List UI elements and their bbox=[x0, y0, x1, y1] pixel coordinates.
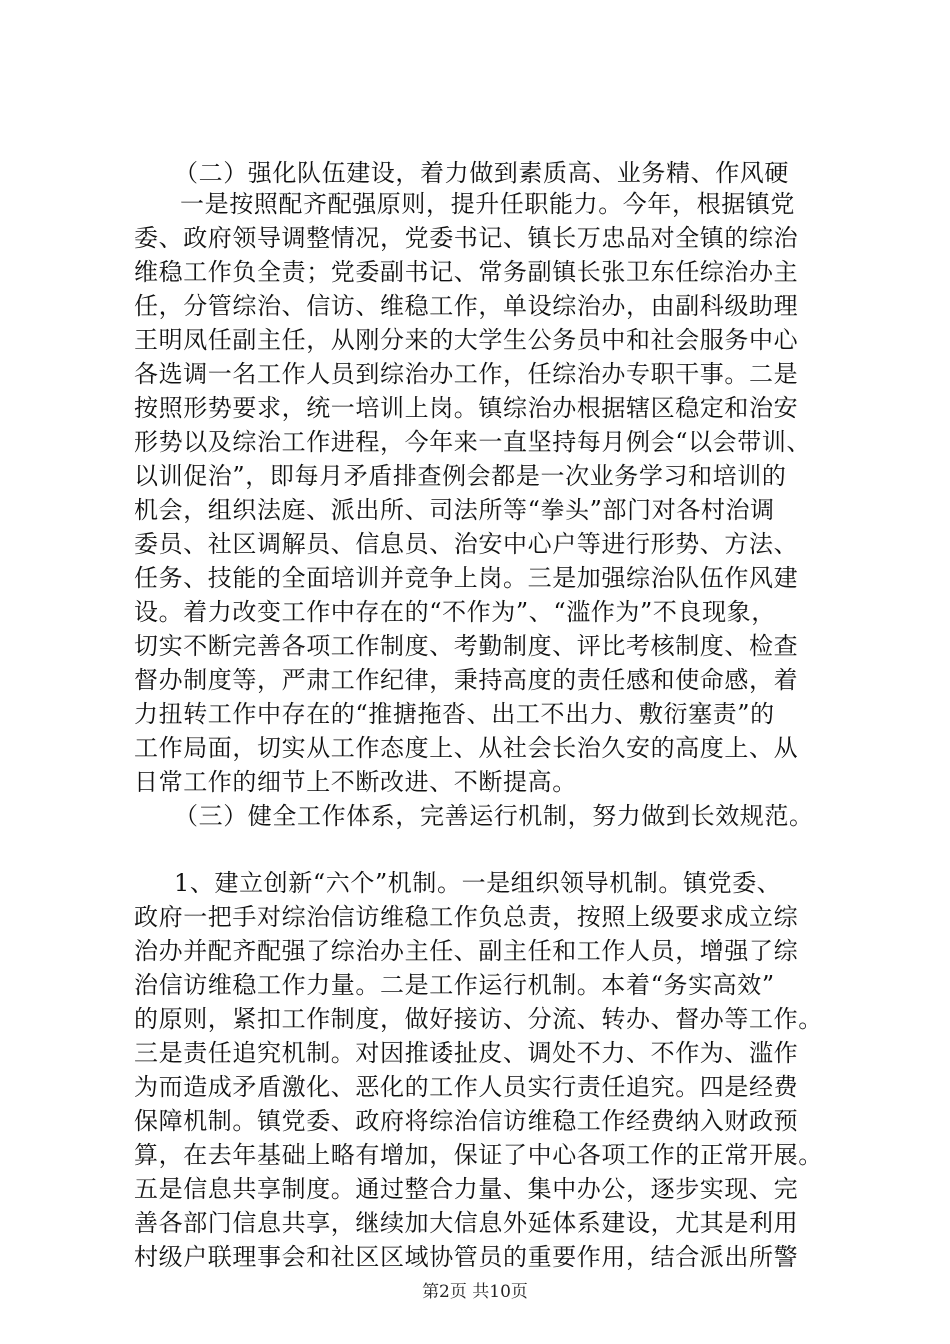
paragraph-line: 保障机制。镇党委、政府将综治信访维稳工作经费纳入财政预 bbox=[134, 1107, 799, 1135]
paragraph-line: 一是按照配齐配强原则，提升任职能力。今年，根据镇党 bbox=[180, 190, 795, 218]
page-number-footer: 第2页 共10页 bbox=[422, 1282, 528, 1302]
paragraph-line: 日常工作的细节上不断改进、不断提高。 bbox=[134, 768, 577, 796]
paragraph-line: 按照形势要求，统一培训上岗。镇综治办根据辖区稳定和治安 bbox=[134, 394, 799, 422]
heading-section-2: （二）强化队伍建设，着力做到素质高、业务精、作风硬 bbox=[174, 159, 789, 187]
paragraph-line: 委员、社区调解员、信息员、治安中心户等进行形势、方法、 bbox=[134, 530, 799, 558]
paragraph-line: 力扭转工作中存在的“推搪拖沓、出工不出力、敷衍塞责”的 bbox=[134, 700, 775, 728]
paragraph-line: 设。着力改变工作中存在的“不作为”、“滥作为”不良现象， bbox=[134, 598, 776, 626]
paragraph-line: 工作局面，切实从工作态度上、从社会长治久安的高度上、从 bbox=[134, 734, 799, 762]
paragraph-line: 王明凤任副主任，从刚分来的大学生公务员中和社会服务中心 bbox=[134, 326, 799, 354]
paragraph-line: 以训促治”，即每月矛盾排查例会都是一次业务学习和培训的 bbox=[134, 462, 787, 490]
paragraph-line: 的原则，紧扣工作制度，做好接访、分流、转办、督办等工作。 bbox=[134, 1005, 823, 1033]
paragraph-line: 切实不断完善各项工作制度、考勤制度、评比考核制度、检查 bbox=[134, 632, 799, 660]
paragraph-line: 维稳工作负全责；党委副书记、常务副镇长张卫东任综治办主 bbox=[134, 258, 799, 286]
paragraph-line: 治办并配齐配强了综治办主任、副主任和工作人员，增强了综 bbox=[134, 937, 799, 965]
heading-section-3: （三）健全工作体系，完善运行机制，努力做到长效规范。 bbox=[174, 802, 814, 830]
paragraph-line: 机会，组织法庭、派出所、司法所等“拳头”部门对各村治调 bbox=[134, 496, 775, 524]
paragraph-line: 委、政府领导调整情况，党委书记、镇长万忠品对全镇的综治 bbox=[134, 224, 799, 252]
paragraph-line: 村级户联理事会和社区区域协管员的重要作用，结合派出所警 bbox=[134, 1243, 799, 1271]
paragraph-line: 五是信息共享制度。通过整合力量、集中办公，逐步实现、完 bbox=[134, 1175, 799, 1203]
paragraph-line: 善各部门信息共享，继续加大信息外延体系建设，尤其是利用 bbox=[134, 1209, 799, 1237]
paragraph-line: 治信访维稳工作力量。二是工作运行机制。本着“务实高效” bbox=[134, 971, 775, 999]
paragraph-line: 形势以及综治工作进程，今年来一直坚持每月例会“以会带训、 bbox=[134, 428, 812, 456]
paragraph-line: 各选调一名工作人员到综治办工作，任综治办专职干事。二是 bbox=[134, 360, 799, 388]
paragraph-line: 为而造成矛盾激化、恶化的工作人员实行责任追究。四是经费 bbox=[134, 1073, 799, 1101]
paragraph-line: 任务、技能的全面培训并竞争上岗。三是加强综治队伍作风建 bbox=[134, 564, 799, 592]
paragraph-line: 算，在去年基础上略有增加，保证了中心各项工作的正常开展。 bbox=[134, 1141, 823, 1169]
paragraph-line: 任，分管综治、信访、维稳工作，单设综治办，由副科级助理 bbox=[134, 292, 799, 320]
paragraph-line: 政府一把手对综治信访维稳工作负总责，按照上级要求成立综 bbox=[134, 903, 799, 931]
paragraph-line: 三是责任追究机制。对因推诿扯皮、调处不力、不作为、滥作 bbox=[134, 1039, 799, 1067]
paragraph-line: 1、建立创新“六个”机制。一是组织领导机制。镇党委、 bbox=[174, 869, 782, 897]
paragraph-line: 督办制度等，严肃工作纪律，秉持高度的责任感和使命感，着 bbox=[134, 666, 799, 694]
